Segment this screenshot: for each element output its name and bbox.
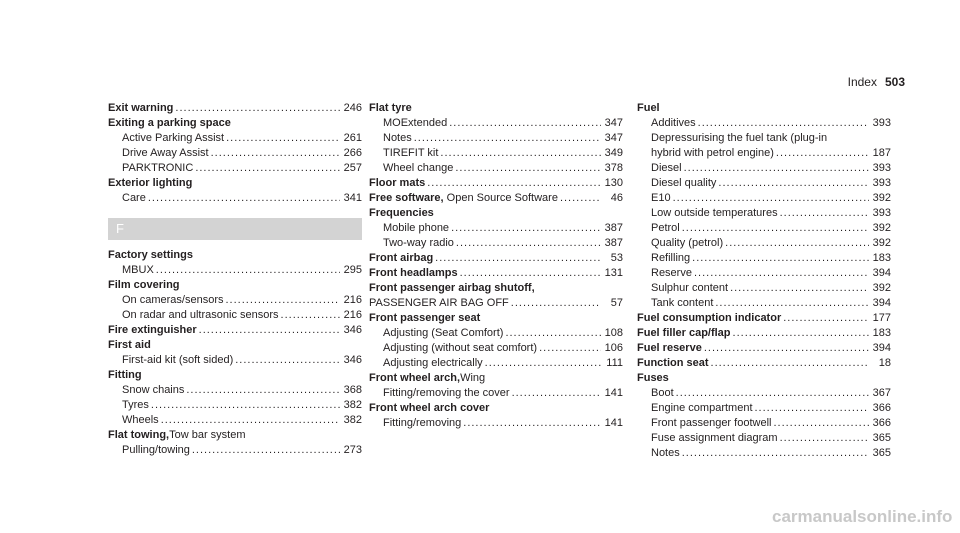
entry-title: Exiting a parking space: [108, 117, 231, 129]
sub-entry: hybrid with petrol engine) ..... 187: [637, 146, 891, 161]
sub-entry: PARKTRONIC ..... 257: [108, 161, 362, 176]
sub-entry: On cameras/sensors ..... 216: [108, 293, 362, 308]
sub-entry: PASSENGER AIR BAG OFF ..... 57: [369, 296, 623, 311]
sub-entry: Adjusting (Seat Comfort) ..... 108: [369, 326, 623, 341]
index-entry: [369, 206, 623, 221]
entry-title: Floor mats: [369, 177, 426, 189]
sub-entry: Drive Away Assist ..... 266: [108, 146, 362, 161]
sub-entry: Tyres ..... 382: [108, 398, 362, 413]
entry-page: 246: [343, 102, 362, 114]
entry-title: Fuel reserve: [637, 342, 702, 354]
sub-entry: MOExtended ..... 347: [369, 116, 623, 131]
index-entry: [369, 401, 623, 416]
index-entry: Front headlamps ..... 131: [369, 266, 623, 281]
index-entry: Fuel filler cap/flap ..... 183: [637, 326, 891, 341]
entry-title: Fitting: [108, 369, 142, 381]
watermark: carmanualsonline.info: [772, 507, 953, 526]
index-entry: [108, 248, 362, 263]
entry-title: Function seat: [637, 357, 709, 369]
index-entry: [369, 101, 623, 116]
sub-entry: Reserve ..... 394: [637, 266, 891, 281]
index-entry: Floor mats ..... 130: [369, 176, 623, 191]
entry-title: First aid: [108, 339, 151, 351]
sub-entry: Adjusting (without seat comfort) ..... 106: [369, 341, 623, 356]
index-entry: [369, 311, 623, 326]
index-entry: Fuel consumption indicator ..... 177: [637, 311, 891, 326]
entry-title: Fuel filler cap/flap: [637, 327, 731, 339]
index-column-1: [108, 101, 362, 458]
sub-entry: Mobile phone ..... 387: [369, 221, 623, 236]
index-entry: [637, 101, 891, 116]
entry-title: Front passenger airbag shutoff,: [369, 282, 535, 294]
sub-entry-line: Depressurising the fuel tank (plug-in: [651, 132, 828, 144]
index-column-2: [369, 101, 623, 431]
sub-entry: Petrol ..... 392: [637, 221, 891, 236]
index-entry: [108, 278, 362, 293]
sub-entry: Active Parking Assist ..... 261: [108, 131, 362, 146]
index-entry: [108, 368, 362, 383]
sub-entry: Boot ..... 367: [637, 386, 891, 401]
entry-title: Fuel: [637, 102, 660, 114]
sub-entry: Engine compartment ..... 366: [637, 401, 891, 416]
sub-entry: Refilling ..... 183: [637, 251, 891, 266]
header-label: Index: [847, 75, 877, 89]
index-entry: Function seat ..... 18: [637, 356, 891, 371]
entry-title: Front passenger seat: [369, 312, 481, 324]
sub-entry: Diesel quality ..... 393: [637, 176, 891, 191]
index-entry: Flat towing, Tow bar system: [108, 429, 246, 441]
sub-entry: Notes ..... 347: [369, 131, 623, 146]
sub-entry: Additives ..... 393: [637, 116, 891, 131]
sub-entry: Low outside temperatures ..... 393: [637, 206, 891, 221]
index-entry: Front airbag ..... 53: [369, 251, 623, 266]
entry-title: Exit warning: [108, 102, 174, 114]
sub-entry: Care ..... 341: [108, 191, 362, 206]
index-entry: [108, 338, 362, 353]
section-letter-bar: F: [108, 218, 362, 240]
sub-entry: Pulling/towing ..... 273: [108, 443, 362, 458]
entry-title: Front headlamps: [369, 267, 458, 279]
entry-title: Film covering: [108, 279, 180, 291]
index-entry: [369, 281, 623, 296]
index-entry: [637, 371, 891, 386]
index-entry: Free software, Open Source Software ..... 46: [369, 191, 623, 206]
page-header: [848, 75, 905, 89]
entry-title: Front wheel arch,: [369, 372, 461, 384]
sub-entry: Sulphur content ..... 392: [637, 281, 891, 296]
sub-entry: MBUX ..... 295: [108, 263, 362, 278]
entry-title: Free software,: [369, 192, 444, 204]
entry-title: Fuses: [637, 372, 669, 384]
sub-entry: Quality (petrol) ..... 392: [637, 236, 891, 251]
entry-title: Front airbag: [369, 252, 434, 264]
entry-title: Factory settings: [108, 249, 193, 261]
sub-entry: Tank content ..... 394: [637, 296, 891, 311]
sub-entry: First-aid kit (soft sided) ..... 346: [108, 353, 362, 368]
sub-entry: Fitting/removing ..... 141: [369, 416, 623, 431]
sub-entry: Wheels ..... 382: [108, 413, 362, 428]
entry-title: Frequencies: [369, 207, 434, 219]
index-entry: [108, 176, 362, 191]
entry-title: Fuel consumption indicator: [637, 312, 782, 324]
index-entry: Front wheel arch, Wing: [369, 372, 486, 384]
entry-title: Fire extinguisher: [108, 324, 197, 336]
index-entry: [108, 116, 362, 131]
index-entry: Fire extinguisher ..... 346: [108, 323, 362, 338]
sub-entry: Front passenger footwell ..... 366: [637, 416, 891, 431]
sub-entry: Notes ..... 365: [637, 446, 891, 461]
sub-entry: Wheel change ..... 378: [369, 161, 623, 176]
sub-entry: Adjusting electrically ..... 111: [369, 356, 623, 371]
sub-entry: E10 ..... 392: [637, 191, 891, 206]
sub-entry: Diesel ..... 393: [637, 161, 891, 176]
index-entry: [108, 101, 362, 116]
sub-entry: TIREFIT kit ..... 349: [369, 146, 623, 161]
sub-entry: Snow chains ..... 368: [108, 383, 362, 398]
sub-entry: Two-way radio ..... 387: [369, 236, 623, 251]
page-number: 503: [884, 75, 905, 89]
index-entry: Fuel reserve ..... 394: [637, 341, 891, 356]
entry-title: Flat towing,: [108, 429, 170, 441]
entry-title: Exterior lighting: [108, 177, 193, 189]
entry-title: Front wheel arch cover: [369, 402, 490, 414]
sub-entry: Fuse assignment diagram ..... 365: [637, 431, 891, 446]
entry-title: Flat tyre: [369, 102, 412, 114]
sub-entry: On radar and ultrasonic sensors ..... 216: [108, 308, 362, 323]
sub-entry: Fitting/removing the cover ..... 141: [369, 386, 623, 401]
index-column-3: [637, 101, 891, 461]
